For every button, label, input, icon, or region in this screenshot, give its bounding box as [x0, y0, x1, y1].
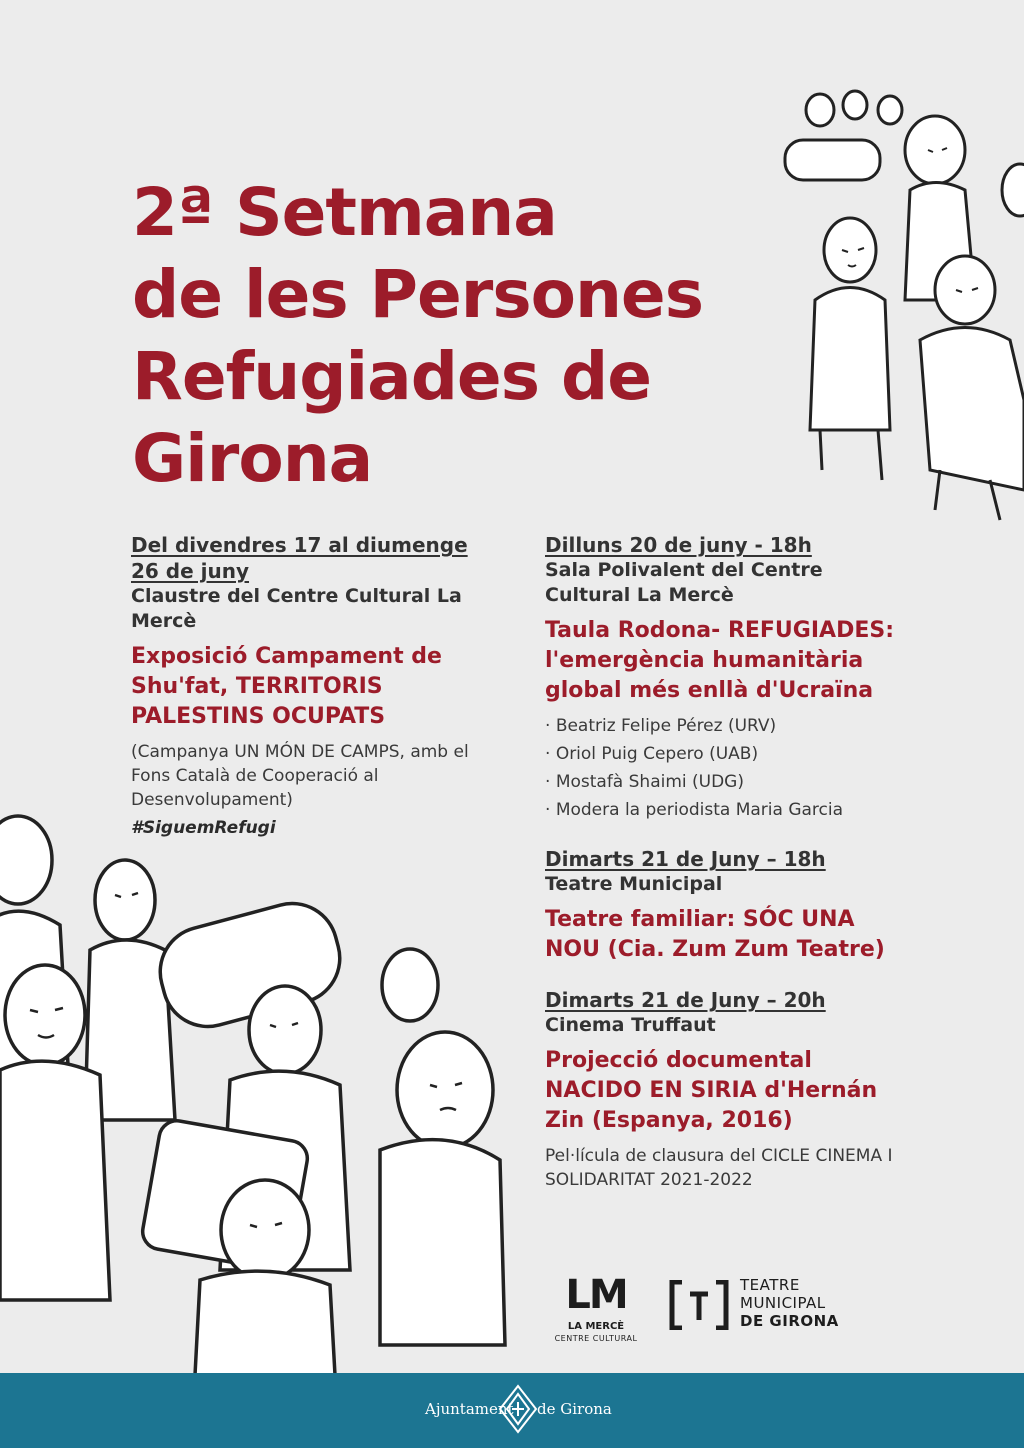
film-section: [545, 987, 905, 1192]
title-line-4: Girona: [132, 420, 373, 497]
exhibition-venue: Claustre del Centre Cultural La Mercè: [131, 585, 462, 632]
theatre-title: Teatre familiar: SÓC UNA NOU (Cia. Zum Zum Teatre): [545, 907, 885, 962]
teatre-logo-line-3: DE GIRONA: [740, 1312, 839, 1330]
refugees-illustration-bottom: [0, 800, 520, 1375]
speaker-list: [545, 712, 905, 824]
exhibition-section: [131, 532, 491, 838]
program-column: [545, 532, 905, 1192]
speaker-item: · Modera la periodista Maria Garcia: [545, 796, 905, 824]
film-note: Pel·lícula de clausura del CICLE CINEMA I SOLIDARITAT 2021-2022: [545, 1146, 893, 1190]
teatre-bracket-icon: [668, 1280, 730, 1330]
speaker-item: · Oriol Puig Cepero (UAB): [545, 740, 905, 768]
film-date: Dimarts 21 de Juny – 20h: [545, 988, 826, 1012]
la-merce-logo-name: LA MERCÈ: [567, 1321, 625, 1332]
poster-title: [132, 172, 703, 500]
round-table-venue: Sala Polivalent del Centre Cultural La Mercè: [545, 559, 823, 606]
la-merce-logo-mark: LM: [565, 1272, 627, 1318]
film-title: Projecció documental NACIDO EN SIRIA d'Hernán Zin (Espanya, 2016): [545, 1048, 878, 1133]
teatre-municipal-logo: [668, 1276, 848, 1336]
exhibition-note: (Campanya UN MÓN DE CAMPS, amb el Fons Català de Cooperació al Desenvolupament): [131, 742, 469, 810]
title-line-1: 2ª Setmana: [132, 174, 557, 251]
speaker-item: · Mostafà Shaimi (UDG): [545, 768, 905, 796]
girona-crest-icon: [498, 1384, 538, 1434]
teatre-logo-line-1: TEATRE: [740, 1276, 800, 1294]
footer-ajuntament-text: Ajuntament: [425, 1400, 514, 1418]
exhibition-title: Exposició Campament de Shu'fat, TERRITORIS PALESTINS OCUPATS: [131, 644, 442, 729]
la-merce-logo: [551, 1272, 641, 1343]
round-table-section: [545, 532, 905, 824]
teatre-logo-line-2: MUNICIPAL: [740, 1294, 826, 1312]
footer-girona-text: de Girona: [537, 1400, 612, 1418]
theatre-venue: Teatre Municipal: [545, 873, 723, 895]
hashtag: #SiguemRefugi: [131, 818, 276, 838]
title-line-3: Refugiades de: [132, 338, 651, 415]
round-table-title: Taula Rodona- REFUGIADES: l'emergència humanitària global més enllà d'Ucraïna: [545, 618, 895, 703]
theatre-section: [545, 846, 905, 965]
speaker-item: · Beatriz Felipe Pérez (URV): [545, 712, 905, 740]
refugees-illustration-top: [760, 70, 1024, 530]
exhibition-date: Del divendres 17 al diumenge 26 de juny: [131, 533, 468, 583]
footer-bar: [0, 1373, 1024, 1448]
la-merce-logo-subtitle: CENTRE CULTURAL: [554, 1334, 638, 1343]
title-line-2: de les Persones: [132, 256, 703, 333]
film-venue: Cinema Truffaut: [545, 1014, 716, 1036]
theatre-date: Dimarts 21 de Juny – 18h: [545, 847, 826, 871]
round-table-date: Dilluns 20 de juny - 18h: [545, 533, 812, 557]
